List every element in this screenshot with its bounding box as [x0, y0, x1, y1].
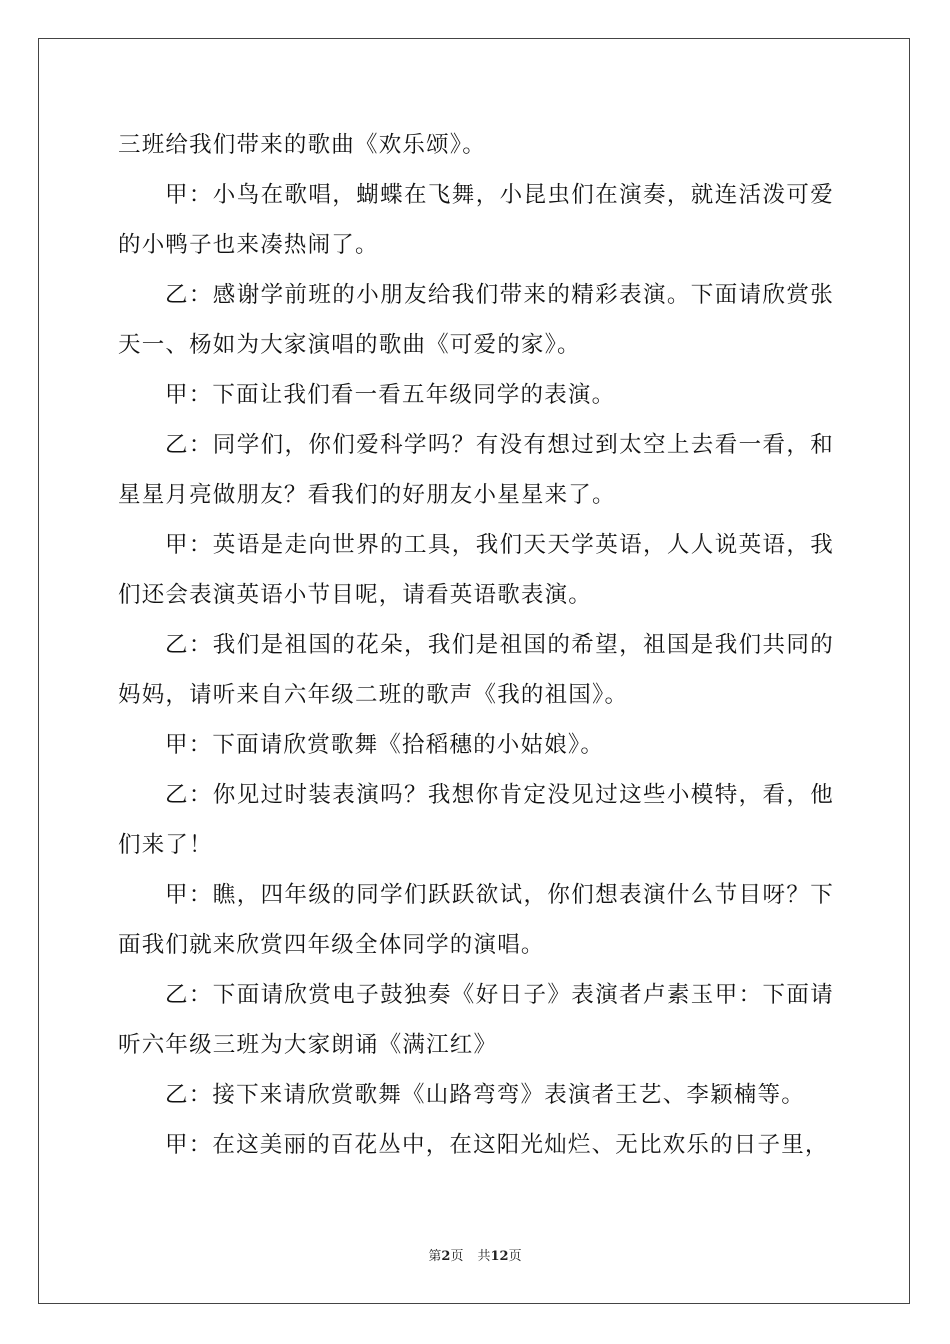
document-body: [118, 120, 834, 1170]
total-suffix: 页: [508, 1249, 522, 1264]
total-pages: 12: [490, 1249, 509, 1264]
total-prefix: 共: [477, 1249, 491, 1264]
paragraph: 甲：英语是走向世界的工具，我们天天学英语，人人说英语，我们还会表演英语小节目呢，请看英语歌表演。: [118, 532, 834, 608]
paragraph: 乙：我们是祖国的花朵，我们是祖国的希望，祖国是我们共同的妈妈，请听来自六年级二班的歌声《我的祖国》。: [118, 632, 834, 708]
paragraph: 乙：感谢学前班的小朋友给我们带来的精彩表演。下面请欣赏张天一、杨如为大家演唱的歌曲《可爱的家》。: [118, 282, 834, 358]
paragraph: 三班给我们带来的歌曲《欢乐颂》。: [118, 132, 486, 158]
paragraph: 乙：接下来请欣赏歌舞《山路弯弯》表演者王艺、李颖楠等。: [165, 1082, 805, 1108]
paragraph: 甲：下面请欣赏歌舞《拾稻穗的小姑娘》。: [165, 732, 605, 758]
paragraph: 乙：同学们，你们爱科学吗？有没有想过到太空上去看一看，和星星月亮做朋友？看我们的好朋友小星星来了。: [118, 432, 834, 508]
page-prefix: 第: [428, 1249, 442, 1264]
paragraph: 乙：下面请欣赏电子鼓独奏《好日子》表演者卢素玉甲：下面请听六年级三班为大家朗诵《满江红》: [118, 982, 834, 1058]
page-footer: [0, 1248, 950, 1266]
page-number: 2: [441, 1249, 451, 1264]
paragraph: 甲：在这美丽的百花丛中，在这阳光灿烂、无比欢乐的日子里，: [165, 1132, 829, 1158]
page-suffix: 页: [450, 1249, 464, 1264]
paragraph: 甲：下面让我们看一看五年级同学的表演。: [165, 382, 616, 408]
paragraph: 乙：你见过时装表演吗？我想你肯定没见过这些小模特，看，他们来了！: [118, 782, 834, 858]
paragraph: 甲：小鸟在歌唱，蝴蝶在飞舞，小昆虫们在演奏，就连活泼可爱的小鸭子也来凑热闹了。: [118, 182, 834, 258]
paragraph: 甲：瞧，四年级的同学们跃跃欲试，你们想表演什么节目呀？下面我们就来欣赏四年级全体同学的演唱。: [118, 882, 834, 958]
